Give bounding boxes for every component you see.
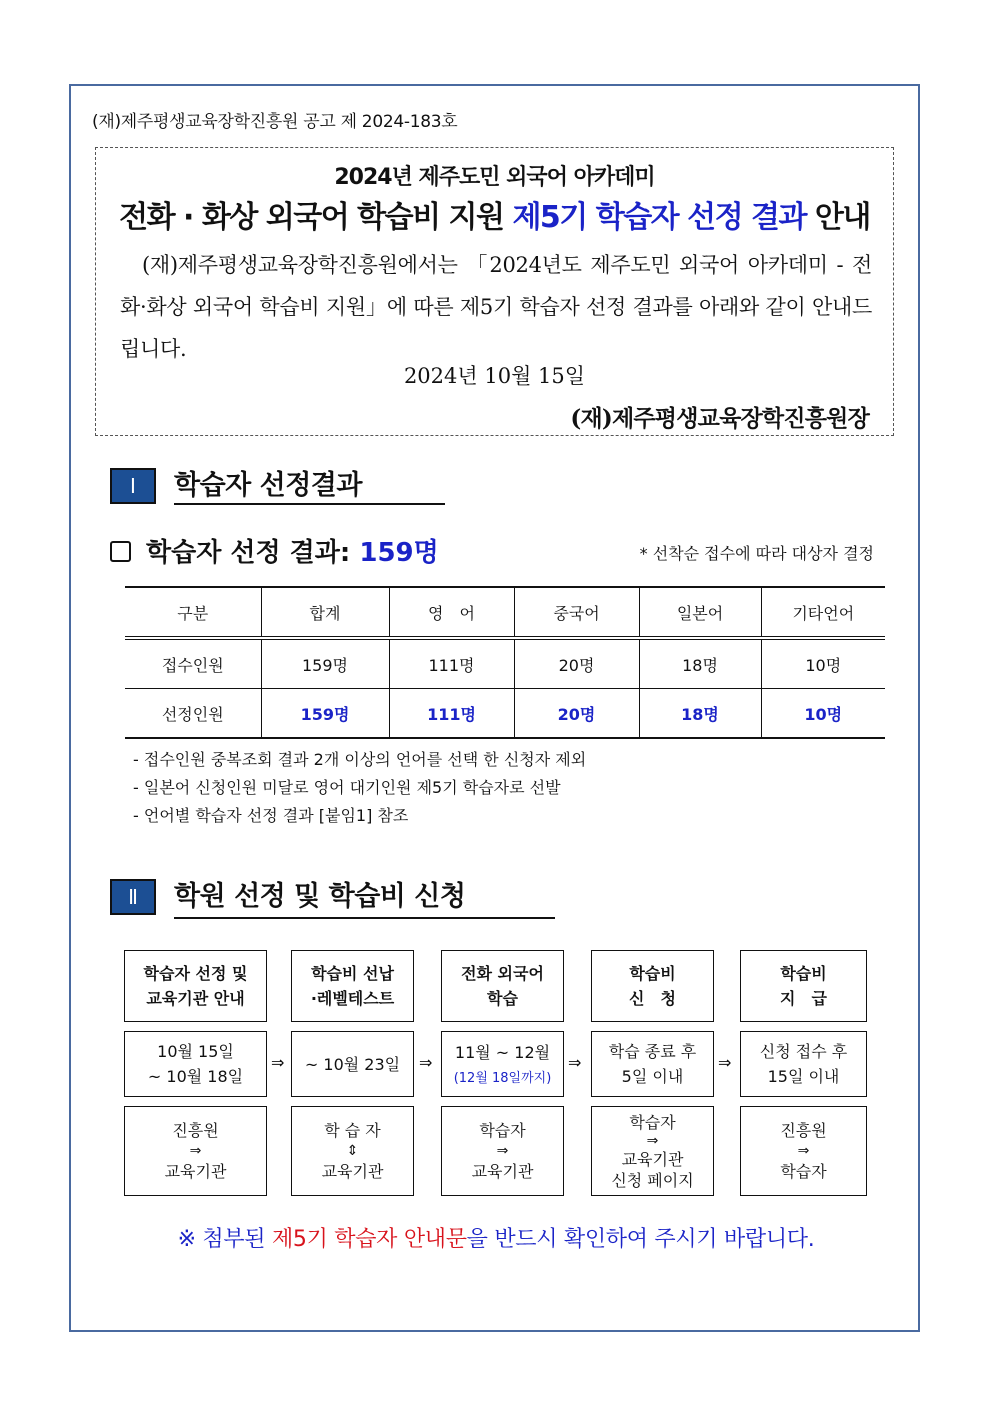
- footer-note: [0, 1222, 992, 1253]
- flow-date-note: (12월 18일까지): [453, 1070, 552, 1086]
- note-item: - 언어별 학습자 선정 결과 [붙임1] 참조: [133, 806, 409, 825]
- flow-actor-arrow-icon: ⇒: [189, 1143, 202, 1159]
- flow-actor-arrow-icon: ⇕: [346, 1143, 359, 1159]
- result-note: * 선착순 접수에 따라 대상자 결정: [639, 544, 874, 563]
- title-highlight: 제5기 학습자 선정 결과: [512, 200, 806, 235]
- notice-signer: (재)제주평생교육장학진흥원장: [570, 405, 869, 432]
- table-cell: 10명: [761, 638, 885, 689]
- table-notes: [133, 746, 586, 830]
- result-value: 159명: [359, 538, 439, 568]
- flow-head-line: 학습비: [780, 964, 827, 983]
- flow-step-date: [124, 1031, 267, 1097]
- table-cell: 18명: [639, 689, 761, 739]
- flow-head-line: 지 급: [780, 989, 827, 1008]
- flow-actor-line: 교육기관: [164, 1162, 227, 1181]
- flow-head-line: 학습자 선정 및: [143, 964, 248, 983]
- flow-date-line: 10월 15일: [157, 1042, 234, 1061]
- flow-actor-line: 학습자: [629, 1112, 676, 1132]
- flow-actor-line: 진흥원: [780, 1121, 827, 1140]
- table-header-row: [125, 587, 885, 638]
- checkbox-icon: [110, 541, 131, 562]
- flow-actor-line: 신청 페이지: [611, 1170, 694, 1190]
- flow-date-line: ~ 10월 23일: [304, 1054, 401, 1074]
- flow-head-line: 교육기관 안내: [146, 989, 245, 1008]
- flow-actor-arrow-icon: ⇒: [496, 1143, 509, 1159]
- title-part2: 안내: [805, 200, 870, 235]
- table-cell: 111명: [389, 689, 514, 739]
- flow-actor-arrow-icon: ⇒: [797, 1143, 810, 1159]
- flow-date-line: 학습 종료 후: [608, 1042, 697, 1061]
- flow-step-actor: [740, 1106, 867, 1196]
- stats-table: [125, 586, 885, 739]
- flow-actor-line: 학 습 자: [324, 1121, 381, 1140]
- flow-actor-line: 학습자: [479, 1121, 526, 1140]
- section2-title: 학원 선정 및 학습비 신청: [174, 874, 555, 919]
- flow-actor-line: 교육기관: [471, 1162, 534, 1181]
- flow-step-actor: [124, 1106, 267, 1196]
- result-label: 학습자 선정 결과:: [146, 538, 360, 568]
- notice-title: [96, 192, 893, 236]
- flow-step-header: [441, 950, 564, 1022]
- flow-date-line: ~ 10월 18일: [147, 1067, 244, 1086]
- note-item: - 일본어 신청인원 미달로 영어 대기인원 제5기 학습자로 선발: [133, 778, 561, 797]
- flow-actor-arrow-icon: ⇒: [646, 1132, 659, 1149]
- table-header: 기타언어: [761, 587, 885, 638]
- footer-highlight: 제5기 학습자 안내문: [271, 1227, 467, 1252]
- flow-date-line: 15일 이내: [767, 1067, 840, 1086]
- flow-step-date: [740, 1031, 867, 1097]
- notice-subtitle: 2024년 제주도민 외국어 아카데미: [334, 165, 655, 190]
- table-header: 일본어: [639, 587, 761, 638]
- note-item: - 접수인원 중복조회 결과 2개 이상의 언어를 선택 한 신청자 제외: [133, 750, 587, 769]
- table-header: 합계: [261, 587, 389, 638]
- table-row: [125, 689, 885, 739]
- flow-head-line: ·레벨테스트: [310, 989, 395, 1008]
- notice-date: 2024년 10월 15일: [403, 364, 586, 388]
- flow-head-line: 학습: [487, 989, 518, 1008]
- table-cell: 선정인원: [125, 689, 261, 739]
- flow-step-actor: [441, 1106, 564, 1196]
- flow-step-actor: [591, 1106, 714, 1196]
- flow-arrow-icon: ⇒: [568, 1053, 582, 1072]
- flow-actor-line: 학습자: [780, 1162, 827, 1181]
- table-cell: 111명: [389, 638, 514, 689]
- flow-step-actor: [291, 1106, 414, 1196]
- table-cell: 159명: [261, 689, 389, 739]
- table-header: 영 어: [389, 587, 514, 638]
- flow-step-date: [441, 1031, 564, 1097]
- flow-actor-line: 교육기관: [321, 1162, 384, 1181]
- table-cell: 20명: [514, 638, 639, 689]
- result-title: [146, 532, 439, 569]
- flow-actor-line: 교육기관: [621, 1149, 684, 1169]
- table-cell: 20명: [514, 689, 639, 739]
- flow-head-line: 학습비 선납: [311, 964, 394, 983]
- notice-box: [95, 147, 894, 436]
- flow-date-line: 신청 접수 후: [759, 1042, 848, 1061]
- flow-step-header: [291, 950, 414, 1022]
- footer-suffix: 을 반드시 확인하여 주시기 바랍니다.: [466, 1227, 815, 1252]
- flow-date-line: 11월 ~ 12월: [454, 1042, 551, 1062]
- footer-prefix: ※ 첨부된: [177, 1227, 272, 1252]
- table-cell: 159명: [261, 638, 389, 689]
- flow-head-line: 학습비: [629, 964, 676, 983]
- flow-step-header: [591, 950, 714, 1022]
- table-row: [125, 638, 885, 689]
- table-cell: 18명: [639, 638, 761, 689]
- flow-step-header: [124, 950, 267, 1022]
- flow-head-line: 신 청: [629, 989, 676, 1008]
- table-cell: 접수인원: [125, 638, 261, 689]
- flow-actor-line: 진흥원: [172, 1121, 219, 1140]
- flow-head-line: 전화 외국어: [461, 964, 544, 983]
- table-header: 구분: [125, 587, 261, 638]
- flow-step-header: [740, 950, 867, 1022]
- notice-number: (재)제주평생교육장학진흥원 공고 제 2024-183호: [92, 112, 458, 132]
- table-cell: 10명: [761, 689, 885, 739]
- flow-arrow-icon: ⇒: [718, 1053, 732, 1072]
- title-part1: 전화 · 화상 외국어 학습비 지원: [119, 200, 513, 235]
- notice-body: (재)제주평생교육장학진흥원에서는 「2024년도 제주도민 외국어 아카데미 - 전화·화상 외국어 학습비 지원」에 따른 제5기 학습자 선정 결과를 아래와 같이 안내드립니다.: [120, 253, 872, 361]
- section2-number: Ⅱ: [110, 879, 156, 915]
- flow-arrow-icon: ⇒: [419, 1053, 433, 1072]
- flow-date-line: 5일 이내: [621, 1067, 684, 1086]
- flow-arrow-icon: ⇒: [271, 1053, 285, 1072]
- table-header: 중국어: [514, 587, 639, 638]
- flow-step-date: [291, 1031, 414, 1097]
- section1-title: 학습자 선정결과: [174, 463, 445, 505]
- section1-number: Ⅰ: [110, 468, 156, 504]
- flow-step-date: [591, 1031, 714, 1097]
